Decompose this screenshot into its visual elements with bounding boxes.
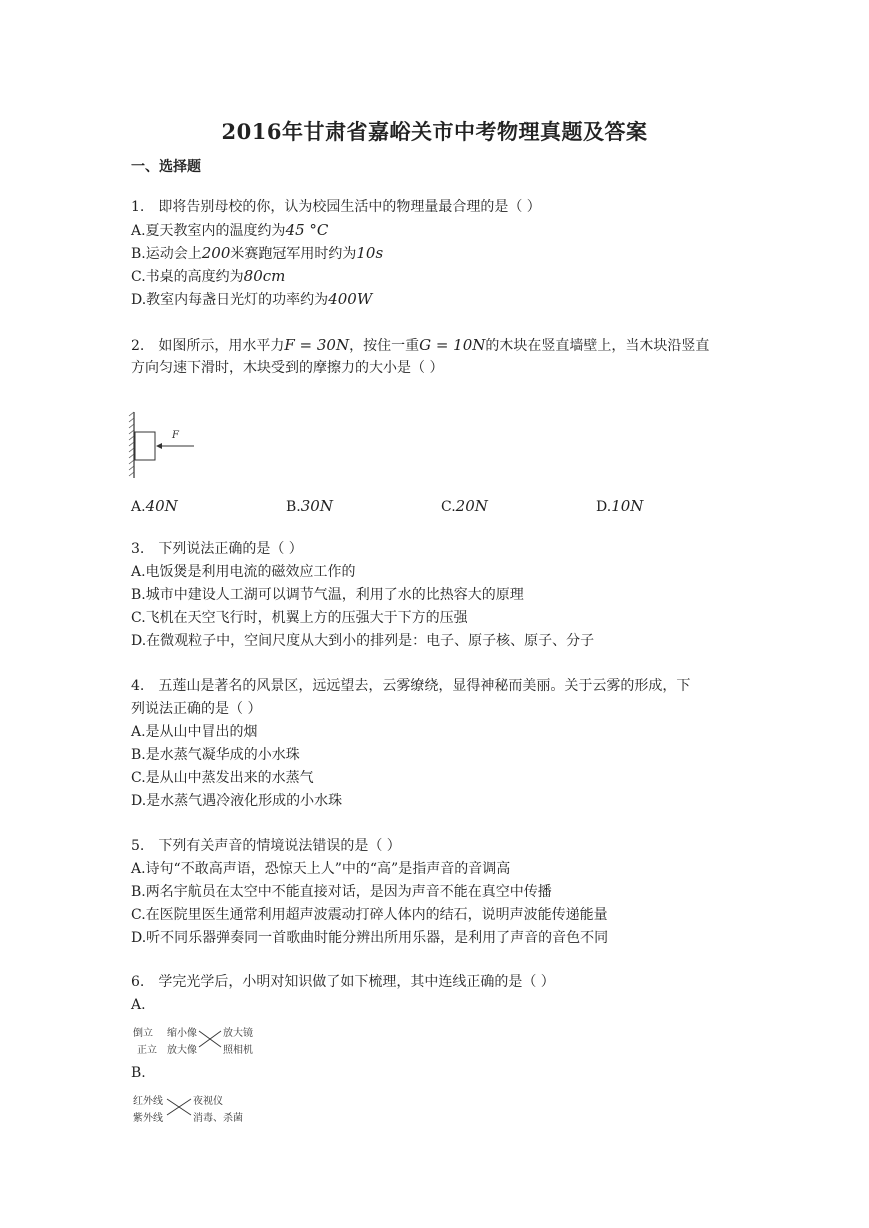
- q2-b-value: 30N: [300, 497, 333, 515]
- q5-option-a: A.诗句“不敢高声语，恐惊天上人”中的“高”是指声音的音调高: [131, 861, 511, 877]
- q4-option-a: A.是从山中冒出的烟: [131, 724, 258, 740]
- q4-option-b: B.是水蒸气凝华成的小水珠: [131, 747, 300, 763]
- q1-d-text: D.教室内每盏日光灯的功率约为: [131, 292, 329, 308]
- fig-b-disinfection: 消毒、杀菌: [193, 1113, 243, 1124]
- section-heading: 一、选择题: [131, 159, 201, 175]
- fig-b-night-vision: 夜视仪: [193, 1096, 223, 1107]
- q4-stem-line1: 4. 五莲山是著名的风景区，远远望去，云雾缭绕，显得神秘而美丽。关于云雾的形成，下: [131, 678, 691, 694]
- force-label: F: [172, 430, 179, 441]
- fig-a-inverted: 倒立: [133, 1028, 153, 1039]
- q5-stem: 5. 下列有关声音的情境说法错误的是（ ）: [131, 838, 401, 854]
- q2-b-letter: B.: [286, 499, 301, 515]
- q2-stem-line1: [131, 336, 709, 355]
- q1-b-text2: 米赛跑冠军用时约为: [230, 246, 357, 262]
- q1-c-text: C.书桌的高度约为: [131, 269, 244, 285]
- q6-figure-b: [131, 1090, 271, 1124]
- wall-hatching: [129, 412, 134, 476]
- q3-stem: 3. 下列说法正确的是（ ）: [131, 541, 303, 557]
- q1-d-math: 400W: [328, 290, 373, 308]
- q6-option-b-letter: B.: [131, 1065, 146, 1081]
- fig-a-magnifier: 放大镜: [223, 1028, 253, 1039]
- q2-c-value: 20N: [455, 497, 488, 515]
- q2-stem-force: F = 30N: [284, 336, 350, 354]
- q2-option-d: [596, 497, 643, 515]
- q2-a-value: 40N: [145, 497, 178, 515]
- force-arrow-head: [156, 443, 162, 449]
- q1-b-text1: B.运动会上: [131, 246, 202, 262]
- fig-a-reduced-image: 缩小像: [167, 1028, 197, 1039]
- fig-a-camera: 照相机: [223, 1045, 253, 1056]
- q1-c-math: 80cm: [243, 267, 286, 285]
- q1-option-d: [131, 290, 372, 309]
- q2-stem-a: 2. 如图所示，用水平力: [131, 338, 285, 354]
- fig-b-ultraviolet: 紫外线: [133, 1113, 163, 1124]
- wooden-block: [135, 432, 155, 460]
- q1-stem: 1. 即将告别母校的你，认为校园生活中的物理量最合理的是（ ）: [131, 199, 541, 215]
- q2-option-c: [441, 497, 488, 515]
- q2-wall-block-figure: [126, 408, 200, 482]
- fig-a-cross-lines: [197, 1022, 223, 1056]
- fig-a-enlarged-image: 放大像: [167, 1045, 197, 1056]
- q1-b-math1: 200: [201, 244, 231, 262]
- q6-figure-a: [131, 1022, 271, 1056]
- q2-a-letter: A.: [131, 499, 146, 515]
- q5-option-d: D.听不同乐器弹奏同一首歌曲时能分辨出所用乐器，是利用了声音的音色不同: [131, 930, 609, 946]
- q4-option-d: D.是水蒸气遇冷液化形成的小水珠: [131, 793, 343, 809]
- q2-stem-line2: 方向匀速下滑时，木块受到的摩擦力的大小是（ ）: [131, 360, 444, 376]
- q2-d-letter: D.: [596, 499, 612, 515]
- q1-a-math: 45 °C: [285, 221, 329, 239]
- q2-stem-c: 的木块在竖直墙壁上，当木块沿竖直: [485, 338, 710, 354]
- q1-b-math2: 10s: [356, 244, 384, 262]
- q1-option-a: [131, 221, 328, 240]
- fig-b-cross-lines: [165, 1090, 193, 1124]
- q2-c-letter: C.: [441, 499, 456, 515]
- q2-stem-b: ，按住一重: [349, 338, 420, 354]
- q6-option-a-letter: A.: [131, 997, 146, 1013]
- q2-option-b: [286, 497, 333, 515]
- q6-stem: 6. 学完光学后，小明对知识做了如下梳理，其中连线正确的是（ ）: [131, 974, 555, 990]
- q3-option-a: A.电饭煲是利用电流的磁效应工作的: [131, 564, 356, 580]
- q5-option-b: B.两名宇航员在太空中不能直接对话，是因为声音不能在真空中传播: [131, 884, 552, 900]
- fig-b-infrared: 红外线: [133, 1096, 163, 1107]
- q4-option-c: C.是从山中蒸发出来的水蒸气: [131, 770, 314, 786]
- q2-option-a: [131, 497, 178, 515]
- q4-stem-line2: 列说法正确的是（ ）: [131, 701, 262, 717]
- q2-d-value: 10N: [611, 497, 644, 515]
- q1-option-b: [131, 244, 383, 263]
- q3-option-b: B.城市中建设人工湖可以调节气温，利用了水的比热容大的原理: [131, 587, 524, 603]
- q3-option-d: D.在微观粒子中，空间尺度从大到小的排列是：电子、原子核、原子、分子: [131, 633, 595, 649]
- q1-option-c: [131, 267, 285, 286]
- page-title: 2016年甘肃省嘉峪关市中考物理真题及答案: [221, 119, 648, 144]
- q1-a-text: A.夏天教室内的温度约为: [131, 223, 286, 239]
- q3-option-c: C.飞机在天空飞行时，机翼上方的压强大于下方的压强: [131, 610, 468, 626]
- q5-option-c: C.在医院里医生通常利用超声波震动打碎人体内的结石，说明声波能传递能量: [131, 907, 608, 923]
- q2-stem-weight: G = 10N: [419, 336, 486, 354]
- fig-a-upright: 正立: [137, 1045, 157, 1056]
